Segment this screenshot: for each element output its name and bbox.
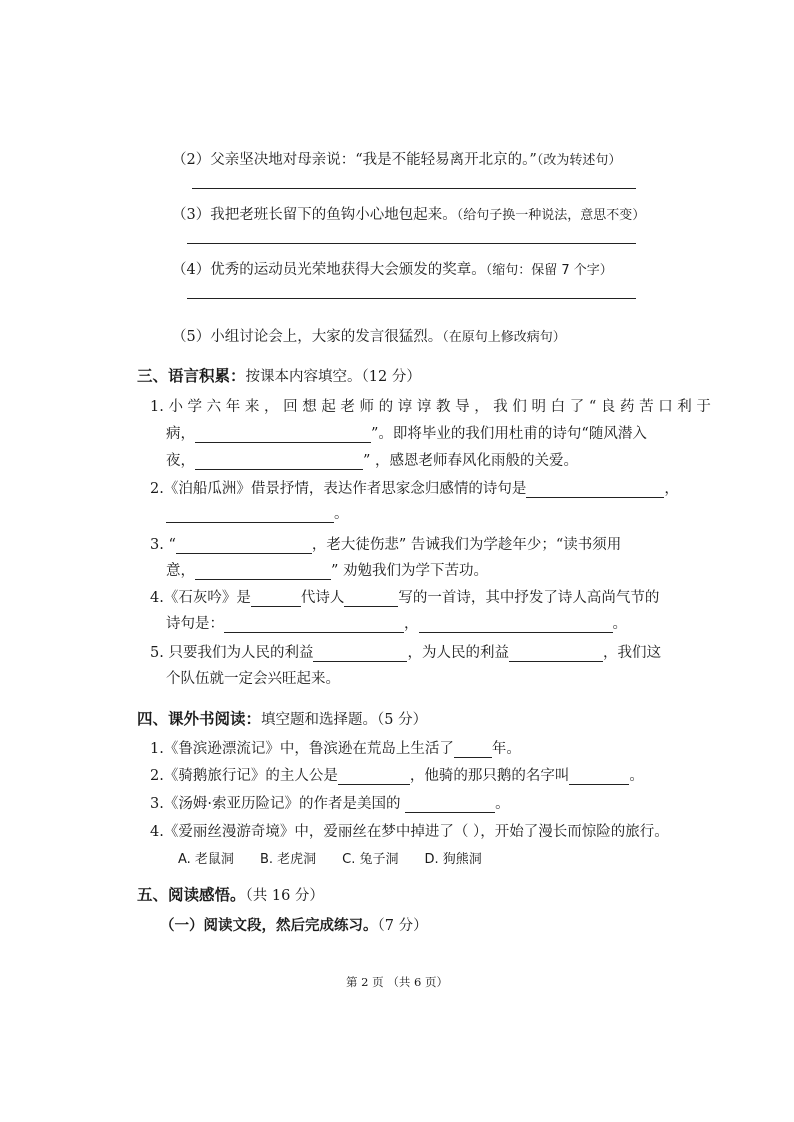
fill-blank[interactable] [526,481,664,498]
section-5-heading [137,883,324,905]
fill-blank[interactable] [195,426,371,443]
section-title: 四、课外书阅读： [137,710,262,728]
fill-blank[interactable] [251,590,301,607]
question-3-2-line-1 [150,477,679,498]
question-3-1-line-3 [166,449,578,470]
answer-line[interactable] [192,188,636,189]
question-text: ” 劝勉我们为学下苦功。 [331,563,489,579]
question-instruction: （改为转述句） [536,153,622,168]
answer-line[interactable] [187,298,636,299]
section-title: 五、阅读感悟。 [137,886,246,904]
question-text: 3.《汤姆·索亚历险记》的作者是美国的 [150,796,401,812]
question-text: （2）父亲坚决地对母亲说：“我是不能轻易离开北京的。” [172,152,537,168]
section-3-heading [137,364,421,386]
question-4-1 [150,737,521,758]
question-3-1-line-1 [150,395,711,416]
question-text: 3. “ [150,537,176,553]
question-text: 诗句是： [166,616,224,632]
question-3-4-line-2 [166,612,627,633]
option-c[interactable]: C. 兔子洞 [342,852,399,867]
fill-blank[interactable] [405,796,495,813]
question-text: 5. 只要我们为人民的利益 [150,645,314,661]
question-text: 4.《石灰吟》是 [150,590,251,606]
question-instruction: （在原句上修改病句） [442,330,566,345]
question-text: 个队伍就一定会兴旺起来。 [166,671,340,687]
question-4-3 [150,792,510,813]
question-4-4 [150,820,669,841]
fill-blank[interactable] [509,645,603,662]
option-a[interactable]: A. 老鼠洞 [178,852,234,867]
section-instruction: 填空题和选择题。（5 分） [261,712,428,728]
question-text: （3）我把老班长留下的鱼钩小心地包起来。 [172,207,457,223]
answer-line[interactable] [187,243,636,244]
section-title: 三、语言积累： [137,367,246,385]
fill-blank[interactable] [569,768,629,785]
question-3-3-line-2 [166,559,488,580]
question-text: 1.《鲁滨逊漂流记》中，鲁滨逊在荒岛上生活了 [150,741,454,757]
section-4-heading [137,707,427,729]
question-text: 。 [612,616,627,632]
question-2-4 [172,258,613,279]
question-text: ， [664,481,679,497]
question-3-2-line-2 [166,502,349,523]
question-instruction: （给句子换一种说法，意思不变） [456,208,646,223]
question-text: 写的一首诗，其中抒发了诗人高尚气节的 [398,590,660,606]
question-text: 代诗人 [300,590,345,606]
question-text: ， [404,616,419,632]
question-text: 病， [166,426,195,442]
question-2-5 [172,325,566,346]
question-text: （4）优秀的运动员光荣地获得大会颁发的奖章。 [172,262,486,278]
option-d[interactable]: D. 狗熊洞 [424,852,482,867]
fill-blank[interactable] [419,616,613,633]
question-text: ，为人民的利益 [407,645,509,661]
question-text: （5）小组讨论会上，大家的发言很猛烈。 [172,329,443,345]
question-text: 。 [334,506,349,522]
question-3-5-line-2 [166,667,340,688]
question-text: 1. 小 学 六 年 来 ， 回 想 起 老 师 的 谆 谆 教 导 ， 我 们 明 白 了 “ 良 药 苦 口 利 于 [150,399,711,415]
question-3-3-line-1 [150,533,621,554]
fill-blank[interactable] [224,616,404,633]
fill-blank[interactable] [344,590,398,607]
subsection-score: （7 分） [377,918,428,934]
fill-blank[interactable] [195,453,363,470]
question-2-3 [172,203,645,224]
subsection-title: （一）阅读文段，然后完成练习。 [160,917,378,934]
question-4-2 [150,764,644,785]
question-text: 2.《骑鹅旅行记》的主人公是 [150,768,338,784]
fill-blank[interactable] [313,645,407,662]
question-text: ” ，感恩老师春风化雨般的关爱。 [363,453,579,469]
question-3-1-line-2 [166,422,647,443]
question-4-4-options [178,848,508,867]
section-score: （共 16 分） [245,888,324,904]
question-text: 夜， [166,453,195,469]
fill-blank[interactable] [195,563,331,580]
section-5-subheading [160,914,428,935]
question-text: ”。即将毕业的我们用杜甫的诗句“随风潜入 [371,426,647,442]
question-text: ，老大徒伤悲” 告诫我们为学趁年少；“读书须用 [311,537,622,553]
question-2-2 [172,148,621,169]
question-text: 年。 [491,741,521,757]
fill-blank[interactable] [166,506,334,523]
question-3-4-line-1 [150,586,659,607]
question-instruction: （缩句：保留 7 个字） [485,263,613,278]
question-text: 意， [166,563,195,579]
question-3-5-line-1 [150,641,661,662]
option-b[interactable]: B. 老虎洞 [259,852,317,867]
question-text: 。 [629,768,644,784]
fill-blank[interactable] [338,768,410,785]
fill-blank[interactable] [176,537,312,554]
fill-blank[interactable] [454,741,492,758]
question-text: ，我们这 [602,645,661,661]
question-text: ，他骑的那只鹅的名字叫 [409,768,570,784]
question-text: 4.《爱丽丝漫游奇境》中，爱丽丝在梦中掉进了（ ），开始了漫长而惊险的旅行。 [150,824,669,840]
section-instruction: 按课本内容填空。（12 分） [245,369,421,385]
page-footer: 第 2 页 （共 6 页） [346,975,448,989]
question-text: 。 [495,796,510,812]
question-text: 2.《泊船瓜洲》借景抒情，表达作者思家念归感情的诗句是 [150,481,527,497]
